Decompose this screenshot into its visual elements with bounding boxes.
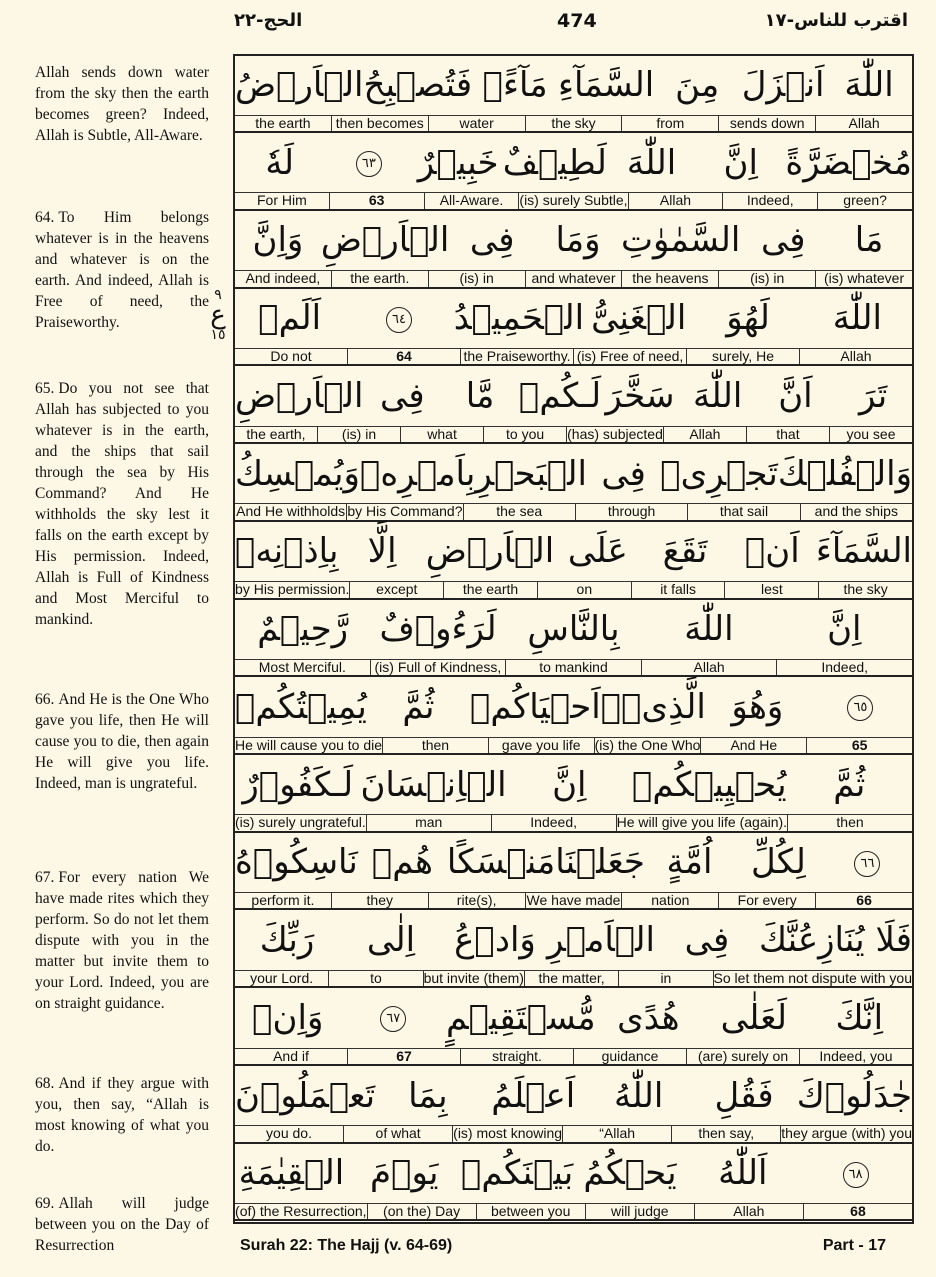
verse-number: 68. xyxy=(35,1075,55,1092)
arabic-word: وَهُوَ xyxy=(731,686,784,727)
gloss-cell: the earth, xyxy=(246,425,306,442)
ruku-top-number: ٩ xyxy=(214,287,222,303)
arabic-line xyxy=(235,989,912,1049)
arabic-word: الۡاَمۡرِ xyxy=(546,920,655,961)
gloss-cell: then say, xyxy=(671,1125,780,1141)
gloss-cell: sends down xyxy=(718,115,815,131)
gloss-verse-number: 67 xyxy=(347,1048,460,1064)
verse-end-marker xyxy=(344,289,453,348)
gloss-cell: So let them not dispute with you xyxy=(713,969,912,986)
arabic-word: الۡاَرۡضِ xyxy=(320,220,450,261)
arabic-word: السَّمَآءِ xyxy=(558,65,655,105)
arabic-word: اِنَّكَ xyxy=(835,997,884,1038)
arabic-word: وَاِنَّ xyxy=(252,220,304,261)
word-by-word-grid xyxy=(233,54,914,1224)
arabic-word: يُمِيۡتُكُمۡ xyxy=(235,686,367,727)
arabic-word: السَّمَآءَ xyxy=(815,531,912,572)
arabic-word: لَهُوَ xyxy=(726,298,770,339)
grid-row xyxy=(235,600,912,678)
gloss-cell: of what xyxy=(343,1125,452,1141)
arabic-word: اَعۡلَمُ xyxy=(491,1075,576,1116)
gloss-cell: you see xyxy=(829,426,912,442)
gloss-cell: to xyxy=(328,970,422,986)
arabic-word: عَلَى xyxy=(567,531,628,572)
translation-paragraph xyxy=(35,62,209,146)
translation-paragraph xyxy=(35,867,209,1014)
translation-text: To Him belongs whatever is in the heavens and whatever is on the earth. And indeed, Allah is Free of need, the Praiseworthy. xyxy=(35,209,209,331)
arabic-word: مَنۡسَكًا xyxy=(446,842,556,883)
gloss-cell: the sky xyxy=(818,581,912,597)
arabic-word: اِنَّ xyxy=(723,142,758,183)
surah-header-arabic: الحج-٢٢ xyxy=(234,10,303,31)
arabic-line xyxy=(235,445,912,505)
gloss-cell: And indeed, xyxy=(245,270,321,287)
gloss-cell: He will give you life (again). xyxy=(616,814,788,831)
arabic-word: لَطِيۡفٌ xyxy=(502,142,607,183)
arabic-word: اِنَّ xyxy=(552,764,587,805)
gloss-cell: green? xyxy=(817,192,912,208)
gloss-line xyxy=(235,115,912,133)
arabic-word: رَبِّكَ xyxy=(259,920,315,961)
gloss-cell: He will cause you to die xyxy=(234,736,383,753)
gloss-cell: and whatever xyxy=(525,270,622,286)
gloss-cell: will judge xyxy=(585,1203,694,1219)
arabic-word: بِاِذۡنِهٖ xyxy=(235,531,339,572)
verse-number: 65. xyxy=(35,380,55,397)
arabic-word: الۡحَمِيۡدُ xyxy=(453,298,585,339)
arabic-word: مَآءًۡ xyxy=(482,65,548,105)
gloss-cell: through xyxy=(575,503,687,519)
gloss-cell: (is) most knowing xyxy=(453,1125,563,1142)
translation-paragraph xyxy=(35,378,209,630)
gloss-cell: your Lord. xyxy=(250,969,314,986)
gloss-cell: by His Command? xyxy=(347,503,463,520)
gloss-line xyxy=(235,1048,912,1066)
arabic-word: هُمۡ xyxy=(371,842,433,883)
arabic-word: فَقُلِ xyxy=(714,1075,774,1116)
arabic-word: جَعَلۡنَا xyxy=(555,842,645,883)
arabic-word: بَيۡنَكُمۡ xyxy=(461,1153,574,1194)
gloss-cell: the earth xyxy=(443,581,537,597)
arabic-word: السَّمٰوٰتِ xyxy=(620,220,741,261)
arabic-word: تَرَ xyxy=(859,375,888,416)
arabic-word: فِى xyxy=(760,220,806,261)
arabic-word: يَوۡمَ xyxy=(370,1153,439,1194)
arabic-word: تَجۡرِىۡ xyxy=(660,453,778,494)
arabic-line xyxy=(235,678,912,738)
gloss-cell: Allah xyxy=(815,115,912,131)
gloss-cell: All-Aware. xyxy=(424,192,519,208)
gloss-cell: Indeed, you xyxy=(799,1048,912,1064)
gloss-verse-number: 66 xyxy=(815,892,912,908)
gloss-cell: water xyxy=(428,115,525,131)
arabic-word: بِالنَّاسِ xyxy=(527,609,620,650)
arabic-word: يَحۡكُمُ xyxy=(583,1153,677,1194)
grid-row xyxy=(235,989,912,1067)
verse-number: 66. xyxy=(35,691,55,708)
verse-number: 64. xyxy=(35,209,55,226)
translation-text: Allah will judge between you on the Day of Resurrection xyxy=(35,1195,209,1254)
arabic-word: وَاِنۡ xyxy=(252,997,324,1038)
arabic-word: وَالۡفُلۡكَ xyxy=(777,453,912,494)
gloss-cell: and the ships xyxy=(800,503,912,519)
ruku-bottom-number: ١٥ xyxy=(210,327,226,343)
gloss-cell: Do not xyxy=(270,347,312,364)
gloss-cell: (is) in xyxy=(718,270,815,286)
arabic-word: مَا xyxy=(854,220,884,261)
translation-text: And if they argue with you, then say, “Allah is most knowing of what you do. xyxy=(35,1075,209,1155)
arabic-word: اللّٰهَ xyxy=(626,142,677,183)
gloss-line xyxy=(235,892,912,910)
gloss-cell: We have made xyxy=(526,892,621,909)
gloss-cell: between you xyxy=(476,1203,585,1219)
gloss-line xyxy=(235,270,912,288)
gloss-cell: from xyxy=(621,115,718,131)
gloss-line xyxy=(235,426,912,444)
verse-number-circle: ٦٨ xyxy=(843,1162,869,1188)
translation-paragraph xyxy=(35,689,209,794)
arabic-word: فِى xyxy=(469,220,515,261)
gloss-cell: Allah xyxy=(799,348,912,364)
arabic-word: اللّٰهَ xyxy=(693,375,743,416)
arabic-word: اَللّٰهُ xyxy=(718,1153,768,1194)
arabic-word: فِى xyxy=(601,453,646,494)
arabic-word: الۡقِيٰمَةِ xyxy=(238,1153,345,1194)
gloss-cell: the sky xyxy=(525,115,622,131)
gloss-line xyxy=(235,970,912,988)
grid-row xyxy=(235,678,912,756)
gloss-line xyxy=(235,659,912,677)
arabic-line xyxy=(235,211,912,271)
arabic-word: مِنَ xyxy=(675,65,720,105)
gloss-cell: you do. xyxy=(266,1125,312,1142)
gloss-cell: (is) whatever xyxy=(815,270,912,286)
gloss-cell: then xyxy=(382,737,488,753)
gloss-cell: on xyxy=(537,581,631,597)
gloss-cell: the sea xyxy=(463,503,575,519)
arabic-word: الۡبَحۡرِ xyxy=(475,453,587,494)
arabic-line xyxy=(235,289,912,349)
gloss-cell: (on the) Day xyxy=(367,1203,476,1219)
arabic-word: سَخَّرَ xyxy=(605,375,675,416)
grid-row xyxy=(235,1067,912,1145)
gloss-cell: (has) subjected xyxy=(567,425,663,442)
gloss-cell: they xyxy=(331,892,428,908)
arabic-line xyxy=(235,1067,912,1127)
gloss-verse-number: 65 xyxy=(806,737,912,753)
arabic-word: ثُمَّ xyxy=(402,686,435,727)
gloss-cell: the heavens xyxy=(621,270,718,286)
grid-row xyxy=(235,445,912,523)
gloss-cell: Most Merciful. xyxy=(258,658,346,675)
gloss-cell: that xyxy=(746,426,829,442)
arabic-line xyxy=(235,1144,912,1204)
verse-number: 67. xyxy=(35,869,55,886)
arabic-line xyxy=(235,134,912,194)
arabic-word: الۡاَرۡضِ xyxy=(425,531,555,572)
ruku-symbol: ع xyxy=(210,300,226,330)
arabic-word: لَعَلٰى xyxy=(720,997,787,1038)
arabic-word: اِلٰى xyxy=(366,920,416,961)
arabic-word: جٰدَلُوۡكَ xyxy=(796,1075,912,1116)
gloss-line xyxy=(235,1125,912,1143)
arabic-word: اَحۡيَاكُمۡ xyxy=(469,686,601,727)
verse-number-circle: ٦٤ xyxy=(386,307,412,333)
arabic-word: مَّا xyxy=(465,375,495,416)
arabic-word: هُدًى xyxy=(617,997,680,1038)
grid-row xyxy=(235,833,912,911)
arabic-word: مُّسۡتَقِيۡمٍ xyxy=(445,997,596,1038)
ruku-marker xyxy=(203,288,233,346)
arabic-word: الَّذِىۡۤ xyxy=(600,686,706,727)
arabic-word: ثُمَّ xyxy=(833,764,866,805)
translation-paragraph xyxy=(35,207,209,333)
arabic-word: لِكُلِّ xyxy=(751,842,806,883)
grid-row xyxy=(235,367,912,445)
gloss-cell: what xyxy=(400,426,483,442)
arabic-word: رَّحِيۡمٌ xyxy=(257,609,349,650)
arabic-line xyxy=(235,56,912,116)
arabic-word: الۡغَنِىُّ xyxy=(591,298,687,339)
arabic-word: يُحۡيِيۡكُمۡ xyxy=(632,764,787,805)
translation-paragraph xyxy=(35,1193,209,1256)
gloss-cell: (is) surely ungrateful. xyxy=(235,814,366,831)
grid-row xyxy=(235,911,912,989)
verse-number-circle: ٦٥ xyxy=(847,695,873,721)
gloss-cell: perform it. xyxy=(251,892,315,909)
arabic-word: نَاسِكُوۡهُ xyxy=(235,842,358,883)
gloss-cell: Indeed, xyxy=(722,192,817,208)
verse-end-marker xyxy=(324,134,413,193)
gloss-cell: gave you life xyxy=(488,737,594,753)
arabic-word: اُمَّةٍ xyxy=(666,842,713,883)
arabic-word: اللّٰهَ xyxy=(844,65,894,105)
gloss-cell: nation xyxy=(621,892,718,908)
gloss-cell: (is) surely Subtle, xyxy=(519,192,628,209)
gloss-cell: straight. xyxy=(460,1048,573,1064)
arabic-word: تَعۡمَلُوۡنَ xyxy=(234,1075,376,1116)
gloss-line xyxy=(235,814,912,832)
translation-text: For every nation We have made rites which they perform. So do not let them dispute with you in the matter but invite them to your Lord. Indeed, you are on straight guidance. xyxy=(35,869,209,1012)
gloss-cell: by His permission. xyxy=(235,581,350,598)
arabic-word: اِلَّا xyxy=(367,531,397,572)
gloss-cell: they argue (with) you xyxy=(781,1125,912,1142)
arabic-word: وَيُمۡسِكُ xyxy=(235,453,360,494)
arabic-line xyxy=(235,522,912,582)
gloss-line xyxy=(235,348,912,366)
gloss-cell: (is) the One Who xyxy=(594,736,701,753)
verse-end-marker xyxy=(799,1144,912,1203)
arabic-word: اَنَّ xyxy=(778,375,813,416)
arabic-line xyxy=(235,756,912,816)
arabic-word: الۡاَرۡضِ xyxy=(234,375,364,416)
gloss-cell: to mankind xyxy=(505,659,641,675)
arabic-word: اَنۡزَلَ xyxy=(741,65,825,105)
gloss-cell: then xyxy=(787,814,912,830)
arabic-word: فِى xyxy=(380,375,425,416)
gloss-verse-number: 68 xyxy=(803,1203,912,1219)
gloss-line xyxy=(235,503,912,521)
arabic-word: لَـكَفُوۡرٌ xyxy=(242,764,354,805)
gloss-cell: Allah xyxy=(628,192,723,208)
gloss-cell: surely, He xyxy=(686,348,799,364)
gloss-cell: guidance xyxy=(573,1048,686,1064)
arabic-word: تَقَعَ xyxy=(662,531,708,572)
arabic-word: مُخۡضَرَّةً xyxy=(785,142,912,183)
gloss-cell: that sail xyxy=(687,503,799,519)
grid-row xyxy=(235,211,912,289)
gloss-cell: lest xyxy=(724,581,818,597)
gloss-cell: in xyxy=(618,970,712,986)
arabic-line xyxy=(235,833,912,893)
gloss-cell: “Allah xyxy=(562,1125,671,1141)
arabic-line xyxy=(235,911,912,971)
gloss-cell: except xyxy=(349,581,443,597)
footer-part-number: Part - 17 xyxy=(822,1237,886,1254)
arabic-word: الۡاِنۡسَانَ xyxy=(360,764,507,805)
translation-text: And He is the One Who gave you life, then He will cause you to die, then again He will give you life. Indeed, man is ungrateful. xyxy=(35,691,209,792)
gloss-verse-number: 64 xyxy=(347,348,460,364)
arabic-word: بِمَا xyxy=(408,1075,448,1116)
gloss-cell: to you xyxy=(483,426,566,442)
gloss-line xyxy=(235,1203,912,1221)
verse-end-marker xyxy=(823,833,912,892)
gloss-cell: (is) Free of need, xyxy=(573,348,686,364)
arabic-word: الۡاَرۡضُ xyxy=(235,65,364,105)
gloss-line xyxy=(235,581,912,599)
juz-header-arabic: اقترب للناس-١٧ xyxy=(764,10,908,31)
verse-number-circle: ٦٦ xyxy=(854,851,880,877)
arabic-word: اَلَمۡ xyxy=(258,298,322,339)
arabic-line xyxy=(235,600,912,660)
gloss-cell: And He xyxy=(700,737,806,753)
gloss-cell: Indeed, xyxy=(491,814,616,830)
gloss-cell: the earth. xyxy=(331,270,428,286)
gloss-cell: the matter, xyxy=(524,970,618,986)
gloss-cell: the earth xyxy=(255,114,311,131)
arabic-word: اللّٰهُ xyxy=(614,1075,664,1116)
arabic-word: اللّٰهَ xyxy=(684,609,734,650)
gloss-cell: Allah xyxy=(694,1203,803,1219)
translation-text: Do you not see that Allah has subjected to you whatever is in the earth, and the ships that sail through the sea by His Command? And He withholds the sky lest it falls on the earth except by His permission. Indeed, Allah is Full of Kindness and Most Merciful to mankind. xyxy=(35,380,209,628)
arabic-word: اَنۡ xyxy=(744,531,800,572)
gloss-cell: (is) in xyxy=(317,426,400,442)
gloss-cell: For every xyxy=(718,892,815,908)
arabic-word: فَلَا يُنَازِعُنَّكَ xyxy=(758,920,912,961)
gloss-cell: Indeed, xyxy=(776,659,912,675)
grid-row xyxy=(235,756,912,834)
gloss-cell: the Praiseworthy. xyxy=(460,348,573,364)
arabic-line xyxy=(235,367,912,427)
arabic-word: بِاَمۡرِهٖ xyxy=(359,453,476,494)
gloss-cell: rite(s), xyxy=(428,892,525,908)
gloss-cell: (is) in xyxy=(428,270,525,286)
footer-surah-info: Surah 22: The Hajj (v. 64-69) xyxy=(240,1237,453,1254)
gloss-line xyxy=(235,192,912,210)
gloss-cell: then becomes xyxy=(331,115,428,131)
arabic-word: خَبِيۡرٌ xyxy=(417,142,499,183)
grid-row xyxy=(235,1144,912,1222)
arabic-word: اللّٰهَ xyxy=(832,298,882,339)
translation-text: Allah sends down water from the sky then the earth becomes green? Indeed, Allah is Subtle, All-Aware. xyxy=(35,64,209,144)
arabic-word: فِى xyxy=(684,920,730,961)
gloss-cell: but invite (them) xyxy=(423,969,524,986)
grid-row xyxy=(235,289,912,367)
gloss-cell: For Him xyxy=(256,192,307,209)
grid-row xyxy=(235,522,912,600)
arabic-word: لَـكُمۡ xyxy=(518,375,602,416)
grid-row xyxy=(235,134,912,212)
verse-number-circle: ٦٣ xyxy=(356,151,382,177)
gloss-cell: it falls xyxy=(631,581,725,597)
gloss-cell: And if xyxy=(273,1047,309,1064)
gloss-verse-number: 63 xyxy=(329,192,424,208)
gloss-cell: (is) Full of Kindness, xyxy=(370,659,506,675)
arabic-word: لَرَءُوۡفٌ xyxy=(379,609,497,650)
gloss-cell: Allah xyxy=(641,659,777,675)
verse-number: 69. xyxy=(35,1195,55,1212)
verse-end-marker xyxy=(340,989,445,1048)
gloss-cell: And He withholds xyxy=(236,503,346,520)
verse-end-marker xyxy=(809,678,912,737)
arabic-word: وَادۡعُ xyxy=(454,920,536,961)
gloss-cell: (are) surely on xyxy=(686,1048,799,1064)
gloss-cell: Allah xyxy=(663,426,746,442)
verse-number-circle: ٦٧ xyxy=(380,1006,406,1032)
translation-paragraph xyxy=(35,1073,209,1157)
arabic-word: وَمَا xyxy=(555,220,601,261)
arabic-word: اِنَّ xyxy=(827,609,862,650)
gloss-cell: (of) the Resurrection, xyxy=(235,1202,367,1219)
gloss-cell: man xyxy=(366,814,491,830)
arabic-word: فَتُصۡبِحُ xyxy=(363,65,473,105)
gloss-line xyxy=(235,737,912,755)
arabic-word: لَهٗ xyxy=(265,142,294,183)
page-number: 474 xyxy=(557,10,597,32)
grid-row xyxy=(235,56,912,134)
